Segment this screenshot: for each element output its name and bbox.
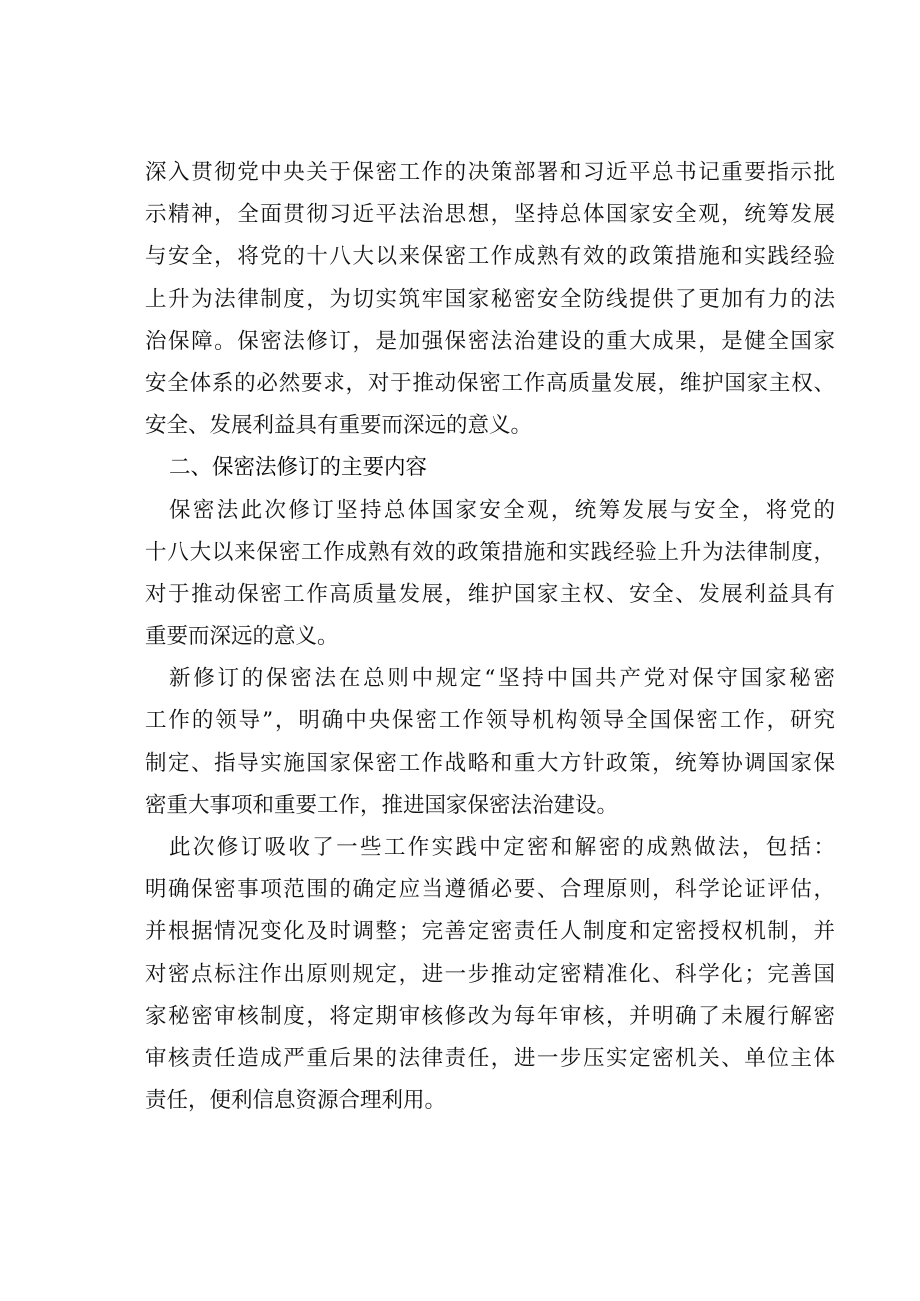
paragraph [145,490,835,659]
paragraph [145,827,835,1122]
document-body [145,152,835,1122]
text-line: 重要而深远的意义。 [145,624,339,650]
text-line: 对密点标注作出原则规定，进一步推动定密精准化、科学化；完善国 [145,961,835,987]
text-line: 此次修订吸收了一些工作实践中定密和解密的成熟做法，包括： [169,835,835,860]
text-line: 对于推动保密工作高质量发展，维护国家主权、安全、发展利益具有 [145,581,835,607]
paragraph [145,152,835,447]
paragraph [145,658,835,827]
text-line: 与安全，将党的十八大以来保密工作成熟有效的政策措施和实践经验 [145,244,835,270]
text-line: 十八大以来保密工作成熟有效的政策措施和实践经验上升为法律制度， [145,539,835,565]
text-line: 治保障。保密法修订，是加强保密法治建设的重大成果，是健全国家 [145,328,835,354]
section-heading: 二、保密法修订的主要内容 [169,455,428,481]
text-line: 上升为法律制度，为切实筑牢国家秘密安全防线提供了更加有力的法 [145,286,835,312]
text-line: 审核责任造成严重后果的法律责任，进一步压实定密机关、单位主体 [145,1045,835,1071]
text-line: 密重大事项和重要工作，推进国家保密法治建设。 [145,792,619,818]
text-line: 深入贯彻党中央关于保密工作的决策部署和习近平总书记重要指示批 [145,160,835,185]
text-line: 新修订的保密法在总则中规定“坚持中国共产党对保守国家秘密 [169,666,835,692]
text-line: 保密法此次修订坚持总体国家安全观，统筹发展与安全，将党的 [169,497,835,523]
text-line: 家秘密审核制度，将定期审核修改为每年审核，并明确了未履行解密 [145,1003,835,1029]
text-line: 责任，便利信息资源合理利用。 [145,1088,447,1114]
text-line: 明确保密事项范围的确定应当遵循必要、合理原则，科学论证评估， [145,877,835,903]
text-line: 安全体系的必然要求，对于推动保密工作高质量发展，维护国家主权、 [145,370,835,396]
text-line: 示精神，全面贯彻习近平法治思想，坚持总体国家安全观，统筹发展 [145,202,835,228]
text-line: 工作的领导”，明确中央保密工作领导机构领导全国保密工作，研究 [145,708,835,734]
text-line: 安全、发展利益具有重要而深远的意义。 [145,413,533,439]
text-line: 并根据情况变化及时调整；完善定密责任人制度和定密授权机制，并 [145,919,835,945]
text-line: 制定、指导实施国家保密工作战略和重大方针政策，统筹协调国家保 [145,750,835,776]
